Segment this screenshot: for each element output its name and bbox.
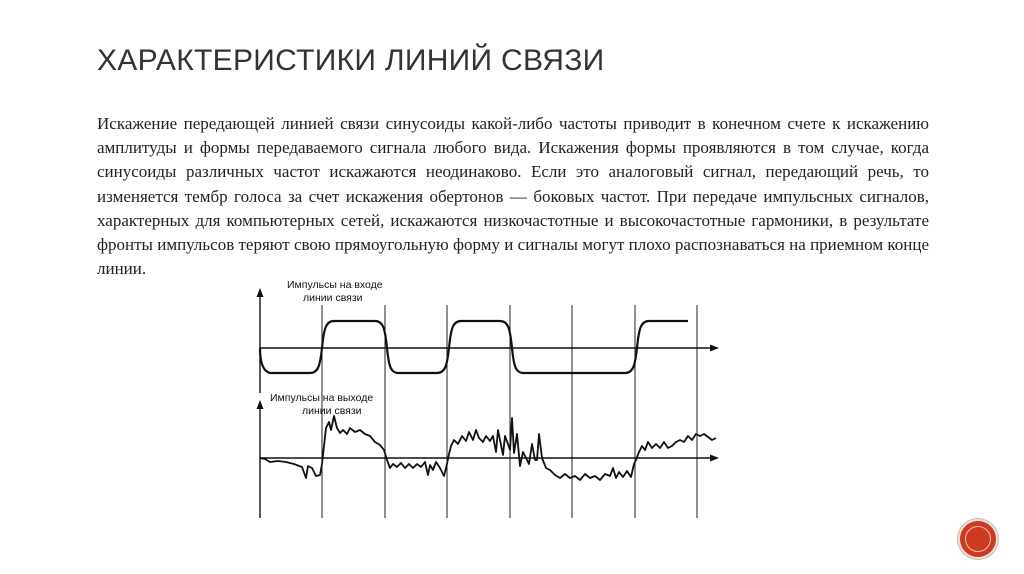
- input-pulse-waveform: [260, 321, 688, 373]
- slide-title: ХАРАКТЕРИСТИКИ ЛИНИЙ СВЯЗИ: [97, 44, 605, 77]
- gridlines: [322, 305, 697, 518]
- input-label-line1: Импульсы на входе: [287, 279, 383, 291]
- output-label-line1: Импульсы на выходе: [270, 392, 374, 404]
- output-axes: [257, 400, 720, 518]
- slide-body-text: Искажение передающей линией связи синусоиды какой-либо частоты приводит в конечном счете к искажению амплитуды и формы передаваемого сигнала любого вида. Искажения формы проявляются в том случае, когда синусоиды различных частот искажаются неодинаково. Если это аналоговый сигнал, передающий речь, то изменяется тембр голоса за счет искажения обертонов — боковых частот. При передаче импульсных сигналов, характерных для компьютерных сетей, искажаются низкочастотные и высокочастотные гармоники, в результате фронты импульсов теряют свою прямоугольную форму и сигналы могут плохо распознаваться на приемном конце линии.: [97, 114, 929, 279]
- input-label-line2: линии связи: [303, 292, 363, 304]
- nav-circle-inner: [965, 526, 991, 552]
- signal-diagram: [250, 278, 730, 523]
- output-pulse-waveform: [260, 416, 716, 480]
- nav-circle-icon[interactable]: [958, 519, 998, 559]
- output-label-line2: линии связи: [302, 405, 362, 417]
